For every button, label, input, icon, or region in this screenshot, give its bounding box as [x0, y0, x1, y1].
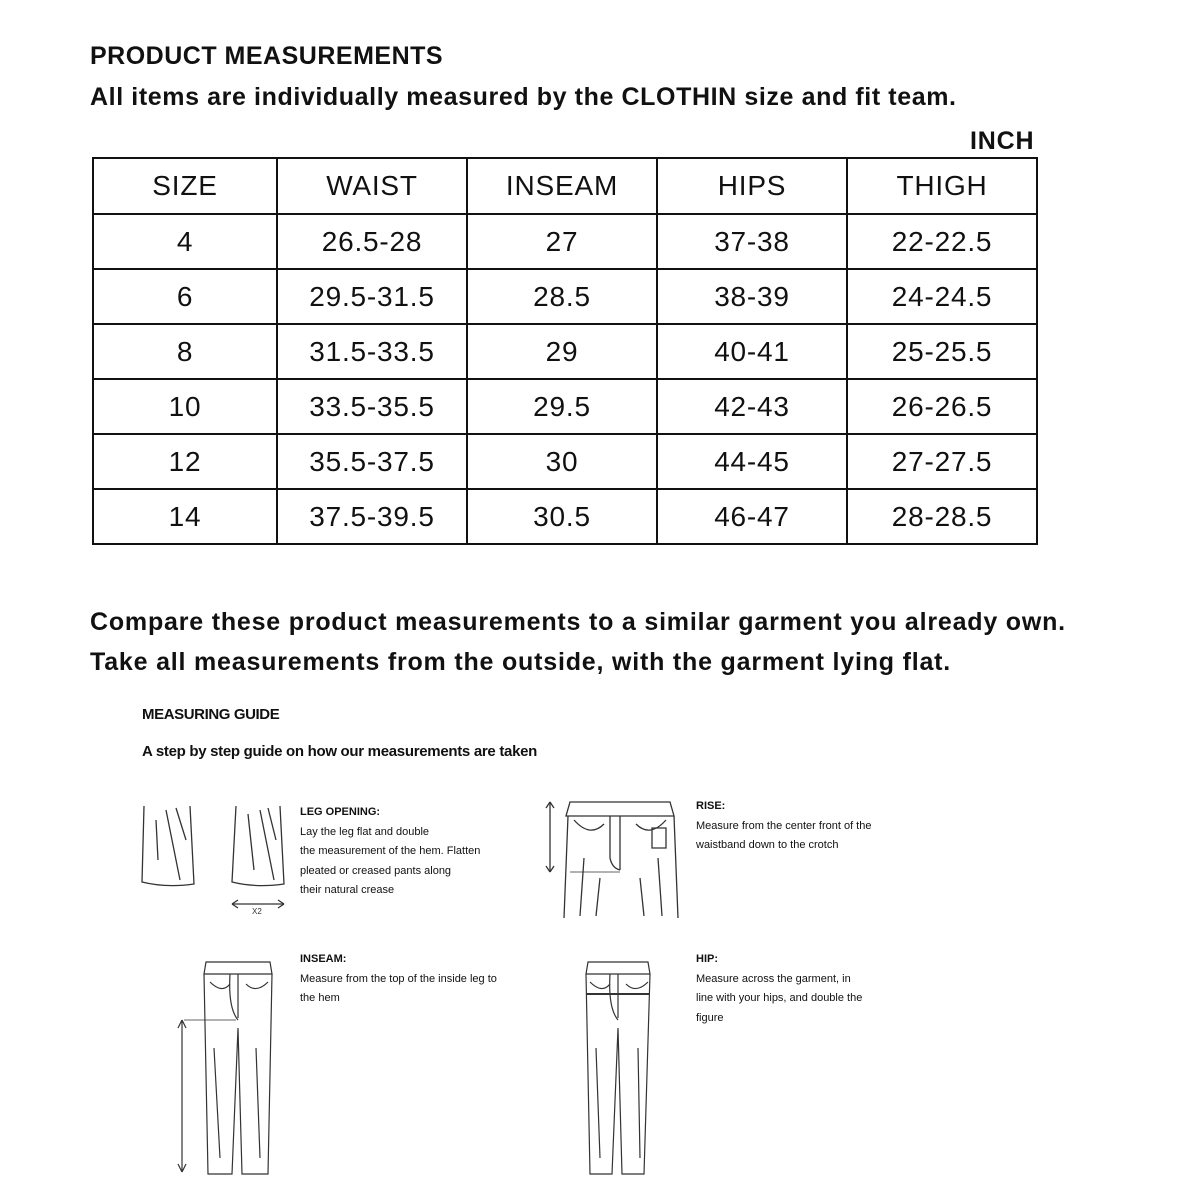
header-hips: HIPS	[657, 158, 847, 214]
cell-inseam: 29.5	[467, 379, 657, 434]
cell-hips: 40-41	[657, 324, 847, 379]
step-rise	[696, 797, 871, 856]
cell-hips: 44-45	[657, 434, 847, 489]
rise-line: waistband down to the crotch	[696, 839, 839, 851]
rise-heading: RISE:	[696, 800, 726, 812]
cell-inseam: 29	[467, 324, 657, 379]
header-waist: WAIST	[277, 158, 467, 214]
cell-waist: 35.5-37.5	[277, 434, 467, 489]
cell-waist: 26.5-28	[277, 214, 467, 269]
hip-heading: HIP:	[696, 953, 718, 965]
cell-hips: 38-39	[657, 269, 847, 324]
inseam-illustration	[170, 958, 280, 1178]
table-row	[93, 434, 1037, 489]
table-row	[93, 489, 1037, 544]
cell-thigh: 24-24.5	[847, 269, 1037, 324]
cell-waist: 37.5-39.5	[277, 489, 467, 544]
step-hip	[696, 950, 862, 1028]
table-row	[93, 324, 1037, 379]
page-title: PRODUCT MEASUREMENTS	[90, 42, 444, 70]
cell-waist: 33.5-35.5	[277, 379, 467, 434]
leg-opening-heading: LEG OPENING:	[300, 806, 381, 818]
cell-size: 10	[93, 379, 277, 434]
step-inseam	[300, 950, 497, 1009]
cell-thigh: 27-27.5	[847, 434, 1037, 489]
cell-inseam: 28.5	[467, 269, 657, 324]
leg-opening-line: their natural crease	[300, 884, 395, 896]
cell-inseam: 30	[467, 434, 657, 489]
cell-thigh: 22-22.5	[847, 214, 1037, 269]
table-header-row	[93, 158, 1037, 214]
compare-note: Compare these product measurements to a similar garment you already own.	[90, 608, 1066, 636]
leg-opening-line: Lay the leg flat and double	[300, 825, 430, 838]
leg-opening-line: the measurement of the hem. Flatten	[300, 845, 481, 857]
cell-thigh: 26-26.5	[847, 379, 1037, 434]
cell-size: 8	[93, 324, 277, 379]
unit-label: INCH	[970, 127, 1035, 155]
cell-size: 4	[93, 214, 277, 269]
table-row	[93, 269, 1037, 324]
cell-waist: 31.5-33.5	[277, 324, 467, 379]
table-row	[93, 214, 1037, 269]
hip-line: figure	[696, 1011, 724, 1024]
inseam-line: Measure from the top of the inside leg to	[300, 972, 497, 985]
header-thigh: THIGH	[847, 158, 1037, 214]
cell-size: 14	[93, 489, 277, 544]
header-size: SIZE	[93, 158, 277, 214]
cell-size: 12	[93, 434, 277, 489]
cell-inseam: 30.5	[467, 489, 657, 544]
guide-title: MEASURING GUIDE	[142, 706, 280, 723]
cell-thigh: 25-25.5	[847, 324, 1037, 379]
cell-inseam: 27	[467, 214, 657, 269]
cell-hips: 42-43	[657, 379, 847, 434]
hip-line: line with your hips, and double the	[696, 992, 863, 1004]
header-inseam: INSEAM	[467, 158, 657, 214]
guide-subtitle: A step by step guide on how our measurements are taken	[142, 743, 538, 760]
cell-size: 6	[93, 269, 277, 324]
leg-opening-line: pleated or creased pants along	[300, 864, 452, 877]
step-leg-opening	[300, 803, 480, 901]
table-row	[93, 379, 1037, 434]
size-chart-table	[92, 157, 1038, 545]
inseam-heading: INSEAM:	[300, 953, 347, 965]
hip-illustration	[578, 958, 658, 1178]
leg-opening-marker: X2	[252, 907, 262, 916]
rise-illustration	[540, 798, 685, 920]
leg-opening-illustration	[136, 800, 296, 920]
cell-hips: 46-47	[657, 489, 847, 544]
cell-thigh: 28-28.5	[847, 489, 1037, 544]
take-note: Take all measurements from the outside, with the garment lying flat.	[90, 648, 952, 676]
page-subtitle: All items are individually measured by the CLOTHIN size and fit team.	[90, 83, 957, 111]
cell-hips: 37-38	[657, 214, 847, 269]
inseam-line: the hem	[300, 992, 340, 1004]
hip-line: Measure across the garment, in	[696, 972, 851, 985]
rise-line: Measure from the center front of the	[696, 819, 872, 832]
cell-waist: 29.5-31.5	[277, 269, 467, 324]
